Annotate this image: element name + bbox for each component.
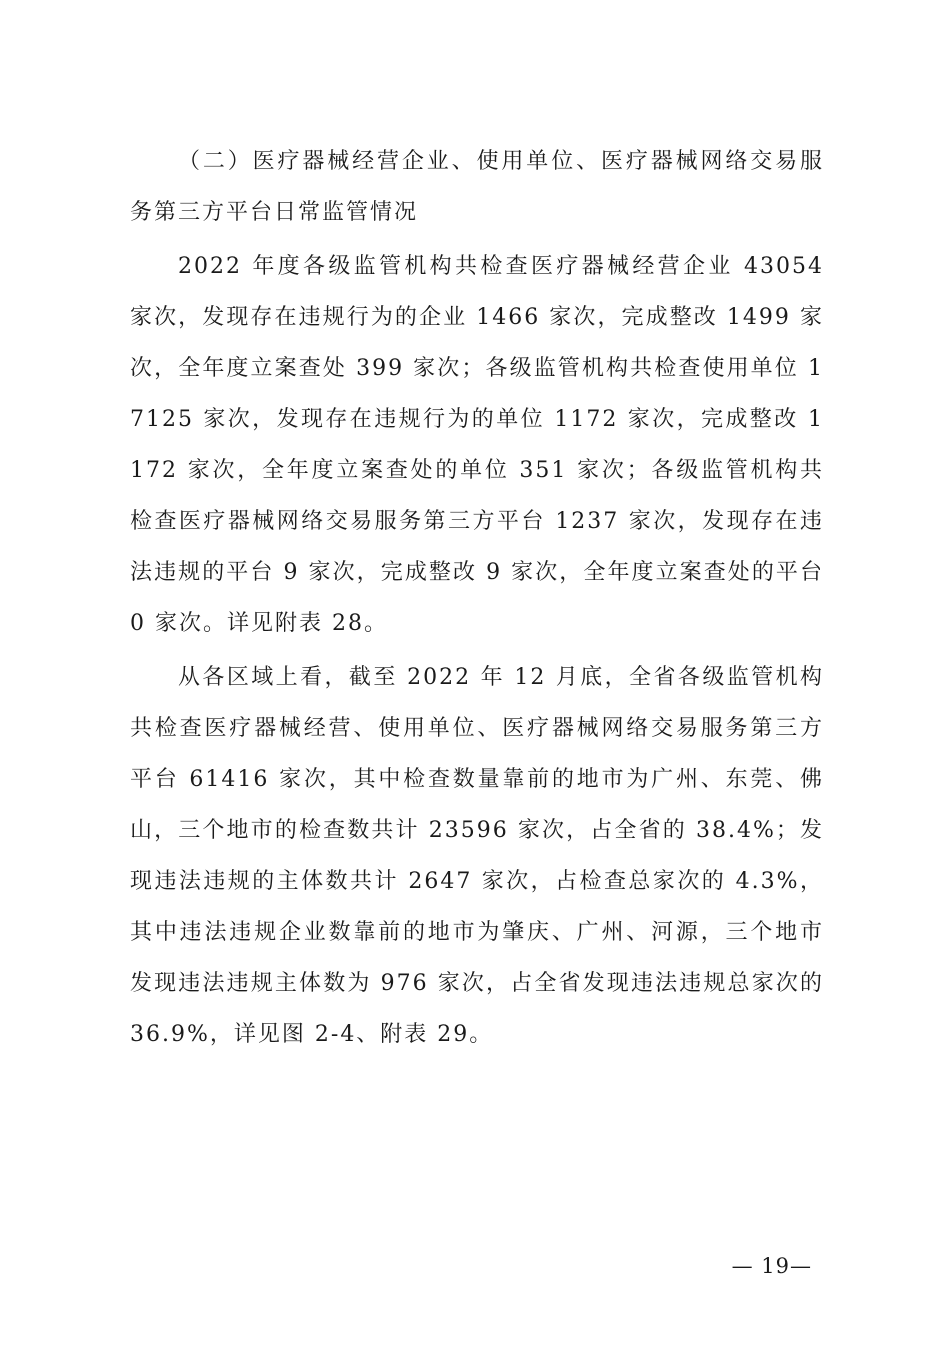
- page-number: — 19—: [731, 1254, 812, 1278]
- section-heading: （二）医疗器械经营企业、使用单位、医疗器械网络交易服务第三方平台日常监管情况: [130, 149, 824, 225]
- document-body: [130, 136, 824, 1063]
- paragraph-inspection-summary: 2022 年度各级监管机构共检查医疗器械经营企业 43054 家次，发现存在违规行为的企业 1466 家次，完成整改 1499 家次，全年度立案查处 399 家次；各级监管机构共检查使用单位 17125 家次，发现存在违规行为的单位 1172 家次，完成整改 1172 家次，全年度立案查处的单位 351 家次；各级监管机构共检查医疗器械网络交易服务第三方平台 1237 家次，发现存在违法违规的平台 9 家次，完成整改 9 家次，全年度立案查处的平台 0 家次。详见附表 28。: [130, 254, 825, 636]
- paragraph-regional-analysis: 从各区域上看，截至 2022 年 12 月底，全省各级监管机构共检查医疗器械经营、使用单位、医疗器械网络交易服务第三方平台 61416 家次，其中检查数量靠前的地市为广州、东莞、佛山，三个地市的检查数共计 23596 家次，占全省的 38.4%；发现违法违规的主体数共计 2647 家次，占检查总家次的 4.3%，其中违法违规企业数靠前的地市为肇庆、广州、河源，三个地市发现违法违规主体数为 976 家次，占全省发现违法违规总家次的 36.9%，详见图 2-4、附表 29。: [130, 665, 824, 1047]
